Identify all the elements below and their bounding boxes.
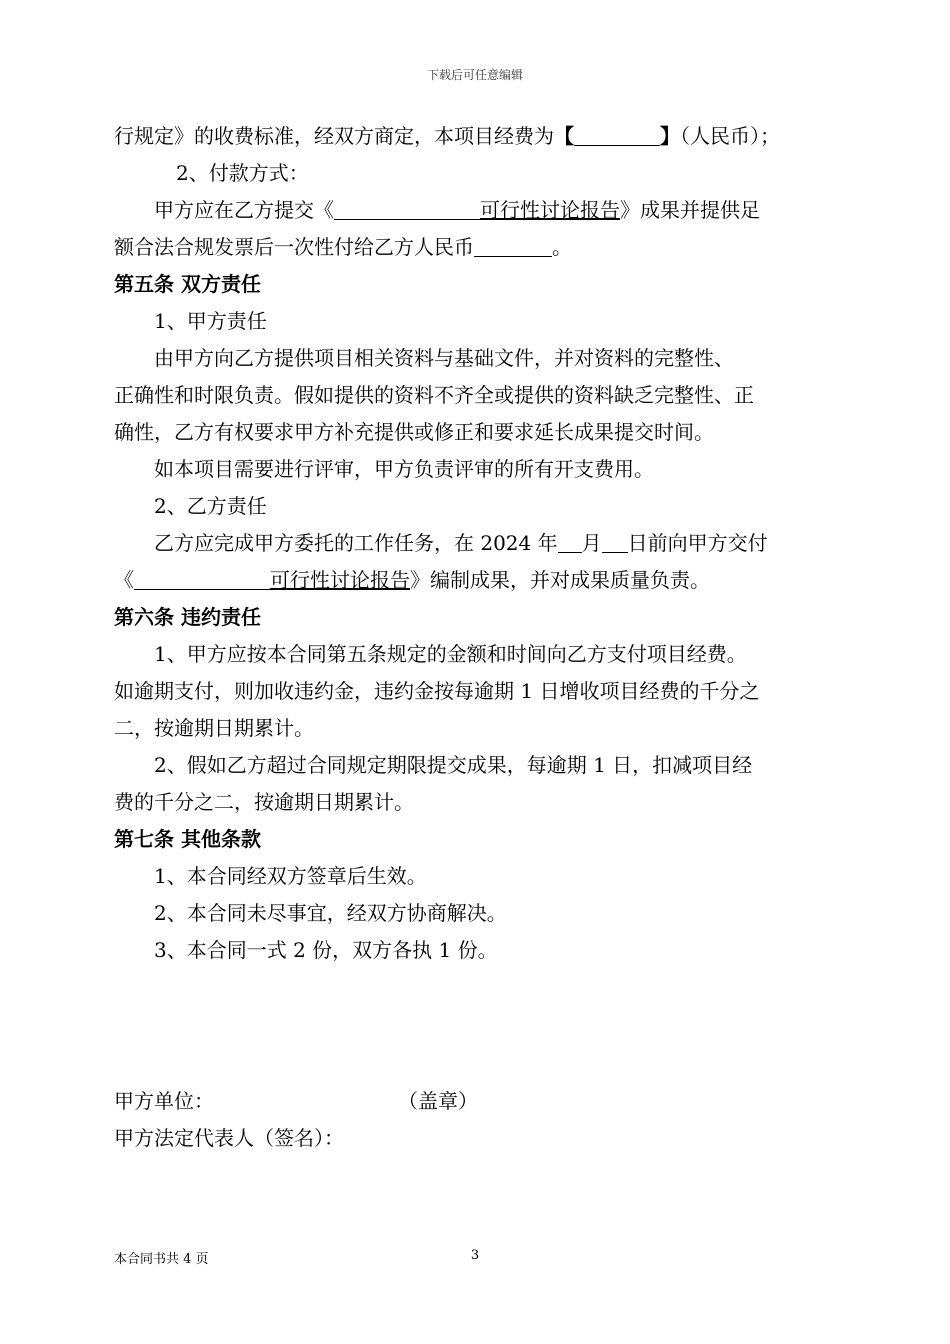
paragraph-other-2: 2、本合同未尽事宜，经双方协商解决。 (154, 901, 507, 925)
day-blank[interactable] (602, 530, 628, 553)
report-title: 可行性讨论报告 (480, 198, 620, 222)
footer-page-number: 3 (470, 1248, 480, 1263)
paragraph-payment-2: 额合法合规发票后一次性付给乙方人民币 。 (114, 235, 572, 259)
article-6-heading: 第六条 违约责任 (114, 605, 261, 629)
party-a-duty-title: 1、甲方责任 (154, 309, 267, 333)
article-5-heading: 第五条 双方责任 (114, 272, 261, 296)
paragraph-breach-2b: 费的千分之二，按逾期日期累计。 (114, 790, 414, 814)
paragraph-review-cost: 如本项目需要进行评审，甲方负责评审的所有开支费用。 (154, 457, 654, 481)
paragraph-breach-1b: 如逾期支付，则加收违约金，违约金按每逾期 1 日增收项目经费的千分之 (114, 679, 760, 703)
report-name-blank[interactable] (334, 197, 480, 220)
paragraph-party-a-duty-3: 确性，乙方有权要求甲方补充提供或修正和要求延长成果提交时间。 (114, 420, 714, 444)
footer-total-pages: 本合同书共 4 页 (114, 1252, 209, 1267)
payment-method-title: 2、付款方式： (176, 161, 309, 185)
payment-amount-blank[interactable] (474, 234, 552, 257)
report-name-blank-2[interactable] (134, 567, 270, 590)
paragraph-breach-1c: 二，按逾期日期累计。 (114, 716, 314, 740)
paragraph-party-a-duty-2: 正确性和时限负责。假如提供的资料不齐全或提供的资料缺乏完整性、正 (114, 383, 754, 407)
contract-body (114, 118, 840, 969)
fee-amount-blank[interactable] (574, 123, 660, 146)
paragraph-breach-1a: 1、甲方应按本合同第五条规定的金额和时间向乙方支付项目经费。 (154, 642, 747, 666)
seal-label: （盖章） (398, 1089, 478, 1113)
report-title-2: 可行性讨论报告 (270, 568, 410, 592)
page-header: 下载后可任意编辑 (426, 68, 523, 82)
paragraph-party-a-duty-1: 由甲方向乙方提供项目相关资料与基础文件，并对资料的完整性、 (154, 346, 734, 370)
party-a-representative-line: 甲方法定代表人（签名）： (114, 1126, 344, 1150)
paragraph-other-1: 1、本合同经双方签章后生效。 (154, 864, 427, 888)
paragraph-other-3: 3、本合同一式 2 份，双方各执 1 份。 (154, 938, 498, 962)
party-b-duty-title: 2、乙方责任 (154, 494, 267, 518)
article-7-heading: 第七条 其他条款 (114, 827, 261, 851)
paragraph-party-b-duty-2: 《 可行性讨论报告》编制成果，并对成果质量负责。 (114, 568, 710, 592)
party-a-unit-label: 甲方单位： (114, 1089, 214, 1113)
paragraph-fee-standard: 行规定》的收费标准，经双方商定，本项目经费为【 】（人民币）； (114, 124, 780, 148)
paragraph-breach-2a: 2、假如乙方超过合同规定期限提交成果，每逾期 1 日，扣减项目经 (154, 753, 753, 777)
paragraph-payment-1: 甲方应在乙方提交《 可行性讨论报告》成果并提供足 (154, 198, 760, 222)
party-a-unit-line (114, 1083, 478, 1120)
paragraph-party-b-duty-1: 乙方应完成甲方委托的工作任务，在 2024 年 月 日前向甲方交付 (154, 531, 768, 555)
month-blank[interactable] (558, 530, 582, 553)
